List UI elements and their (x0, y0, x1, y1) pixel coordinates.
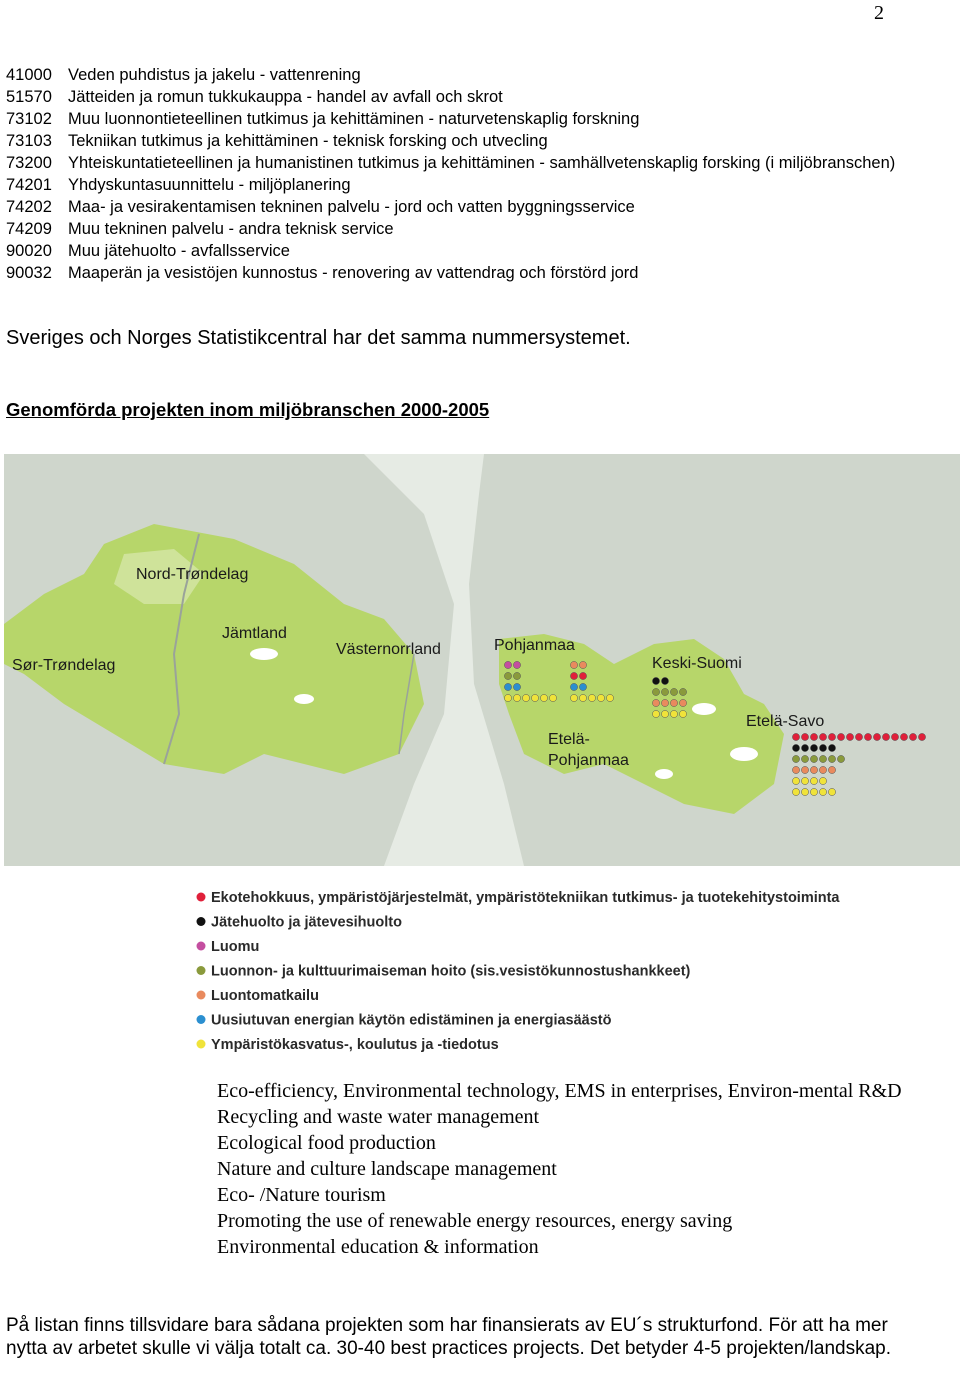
legend-label: Ympäristökasvatus-, koulutus ja -tiedotus (211, 1037, 499, 1053)
project-marker (819, 777, 826, 784)
project-marker (652, 699, 659, 706)
project-marker (837, 733, 844, 740)
code-description: Jätteiden ja romun tukkukauppa - handel av avfall och skrot (68, 88, 503, 106)
lake (730, 747, 758, 761)
code-row (6, 196, 936, 218)
section-heading: Genomförda projekten inom miljöbranschen 2000-2005 (6, 399, 490, 420)
legend-label: Uusiutuvan energian käytön edistäminen ja energiasäästö (211, 1012, 612, 1029)
project-marker (531, 694, 538, 701)
footer-paragraph: På listan finns tillsvidare bara sådana projekten som har finansierats av EU´s strukturfond. För att ha mer nytta av arbetet skulle vi välja totalt ca. 30-40 best practices projects. Det betyder 4-5 projekten/landskap. (6, 1315, 892, 1359)
project-marker (801, 788, 808, 795)
project-marker (579, 683, 586, 690)
project-marker (810, 788, 817, 795)
project-marker (588, 694, 595, 701)
translation-line: Ecological food production (217, 1132, 436, 1154)
project-marker (792, 744, 799, 751)
project-marker (810, 733, 817, 740)
project-marker (792, 733, 799, 740)
project-marker (606, 694, 613, 701)
project-marker (513, 694, 520, 701)
project-marker (540, 694, 547, 701)
project-marker (873, 733, 880, 740)
project-marker (819, 788, 826, 795)
project-marker (679, 688, 686, 695)
code-row (6, 262, 936, 284)
map-label-etela-savo: Etelä-Savo (746, 713, 825, 730)
project-marker (570, 694, 577, 701)
map-label-etela-pohjanmaa: Pohjanmaa (548, 752, 629, 769)
code-row (6, 64, 936, 86)
legend-dot (197, 893, 206, 902)
project-marker (828, 755, 835, 762)
code-row (6, 108, 936, 130)
code-description: Muu luonnontieteellinen tutkimus ja kehittäminen - naturvetenskaplig forskning (68, 110, 640, 128)
code-number: 73200 (6, 154, 52, 172)
map-label-nord-trondelag: Nord-Trøndelag (136, 566, 249, 583)
project-marker (864, 733, 871, 740)
project-marker (846, 733, 853, 740)
project-marker (513, 683, 520, 690)
page-number: 2 (874, 2, 884, 24)
project-marker (522, 694, 529, 701)
project-marker (810, 766, 817, 773)
project-marker (504, 683, 511, 690)
lake (655, 769, 673, 779)
translation-line: Nature and culture landscape management (217, 1158, 557, 1180)
code-description: Yhdyskuntasuunnittelu - miljöplanering (68, 176, 351, 194)
project-marker (891, 733, 898, 740)
project-marker (810, 777, 817, 784)
project-marker (661, 699, 668, 706)
legend-label: Jätehuolto ja jätevesihuolto (211, 914, 402, 931)
project-marker (504, 672, 511, 679)
numbering-note: Sveriges och Norges Statistikcentral har det samma nummersystemet. (6, 327, 631, 349)
code-description: Maa- ja vesirakentamisen tekninen palvelu - jord och vatten byggningsservice (68, 198, 635, 216)
translation-line: Promoting the use of renewable energy resources, energy saving (217, 1210, 733, 1232)
project-marker (855, 733, 862, 740)
project-marker (882, 733, 889, 740)
code-row (6, 130, 936, 152)
project-marker (661, 677, 668, 684)
code-number: 74201 (6, 176, 52, 194)
project-marker (801, 744, 808, 751)
code-number: 90020 (6, 242, 52, 260)
project-marker (597, 694, 604, 701)
map-label-vasternorrland: Västernorrland (336, 641, 441, 658)
translation-line: Eco-efficiency, Environmental technology, EMS in enterprises, Environ-mental R&D (217, 1080, 902, 1102)
project-marker (513, 672, 520, 679)
lake (250, 648, 278, 660)
project-marker (679, 699, 686, 706)
project-marker (792, 755, 799, 762)
project-marker (819, 733, 826, 740)
legend-dot (197, 991, 206, 1000)
project-marker (670, 710, 677, 717)
code-number: 73102 (6, 110, 52, 128)
code-number: 90032 (6, 264, 52, 282)
translation-line: Recycling and waste water management (217, 1106, 540, 1128)
legend-dot (197, 942, 206, 951)
code-description: Yhteiskuntatieteellinen ja humanistinen tutkimus ja kehittäminen - samhällvetenskaplig forsking (i miljöbranschen) (68, 154, 896, 172)
map-label-jamtland: Jämtland (222, 625, 287, 642)
legend-dot (197, 966, 206, 975)
project-marker (801, 777, 808, 784)
project-marker (570, 672, 577, 679)
legend-label: Luonnon- ja kulttuurimaiseman hoito (sis.vesistökunnostushankkeet) (211, 963, 691, 980)
project-marker (801, 733, 808, 740)
project-marker (828, 788, 835, 795)
project-marker (819, 766, 826, 773)
code-description: Tekniikan tutkimus ja kehittäminen - teknisk forsking och utvecling (68, 132, 548, 150)
project-marker (792, 788, 799, 795)
code-number: 51570 (6, 88, 52, 106)
project-marker (652, 710, 659, 717)
project-marker (579, 694, 586, 701)
project-marker (819, 744, 826, 751)
project-marker (504, 661, 511, 668)
project-marker (670, 688, 677, 695)
code-number: 41000 (6, 66, 52, 84)
project-marker (652, 688, 659, 695)
map-label-sor-trondelag: Sør-Trøndelag (12, 657, 116, 674)
project-marker (792, 777, 799, 784)
project-marker (819, 755, 826, 762)
project-marker (513, 661, 520, 668)
project-marker (549, 694, 556, 701)
project-marker (570, 683, 577, 690)
project-marker (918, 733, 925, 740)
project-marker (801, 755, 808, 762)
legend-dot (197, 1015, 206, 1024)
project-marker (828, 733, 835, 740)
code-row (6, 152, 936, 174)
map-label-keski-suomi: Keski-Suomi (652, 655, 742, 672)
project-marker (579, 661, 586, 668)
translation-line: Eco- /Nature tourism (217, 1184, 386, 1206)
map-label-pohjanmaa: Pohjanmaa (494, 637, 575, 654)
project-marker (661, 688, 668, 695)
project-marker (504, 694, 511, 701)
project-marker (570, 661, 577, 668)
project-marker (670, 699, 677, 706)
map-label-etela-pohjanmaa: Etelä- (548, 731, 590, 748)
code-number: 74209 (6, 220, 52, 238)
project-map (4, 454, 960, 1054)
project-marker (828, 744, 835, 751)
code-description: Muu jätehuolto - avfallsservice (68, 242, 290, 260)
code-row (6, 174, 936, 196)
code-description: Muu tekninen palvelu - andra teknisk service (68, 220, 394, 238)
translation-line: Environmental education & information (217, 1236, 539, 1258)
project-marker (801, 766, 808, 773)
code-description: Maaperän ja vesistöjen kunnostus - renovering av vattendrag och förstörd jord (68, 264, 639, 282)
project-marker (837, 755, 844, 762)
project-marker (828, 766, 835, 773)
code-row (6, 218, 936, 240)
legend-translations (217, 1078, 907, 1260)
project-marker (661, 710, 668, 717)
project-marker (652, 677, 659, 684)
code-description: Veden puhdistus ja jakelu - vattenrening (68, 66, 361, 84)
legend-dot (197, 917, 206, 926)
project-marker (679, 710, 686, 717)
project-marker (909, 733, 916, 740)
industry-code-list (6, 64, 936, 284)
project-marker (810, 744, 817, 751)
legend-label: Luontomatkailu (211, 988, 319, 1004)
lake (692, 703, 716, 715)
project-marker (900, 733, 907, 740)
legend-label: Ekotehokkuus, ympäristöjärjestelmät, ympäristötekniikan tutkimus- ja tuotekehitystoiminta (211, 890, 840, 906)
project-marker (579, 672, 586, 679)
project-marker (810, 755, 817, 762)
project-marker (792, 766, 799, 773)
code-number: 74202 (6, 198, 52, 216)
code-row (6, 240, 936, 262)
code-row (6, 86, 936, 108)
code-number: 73103 (6, 132, 52, 150)
lake (294, 694, 314, 704)
legend-dot (197, 1040, 206, 1049)
legend-label: Luomu (211, 939, 260, 955)
